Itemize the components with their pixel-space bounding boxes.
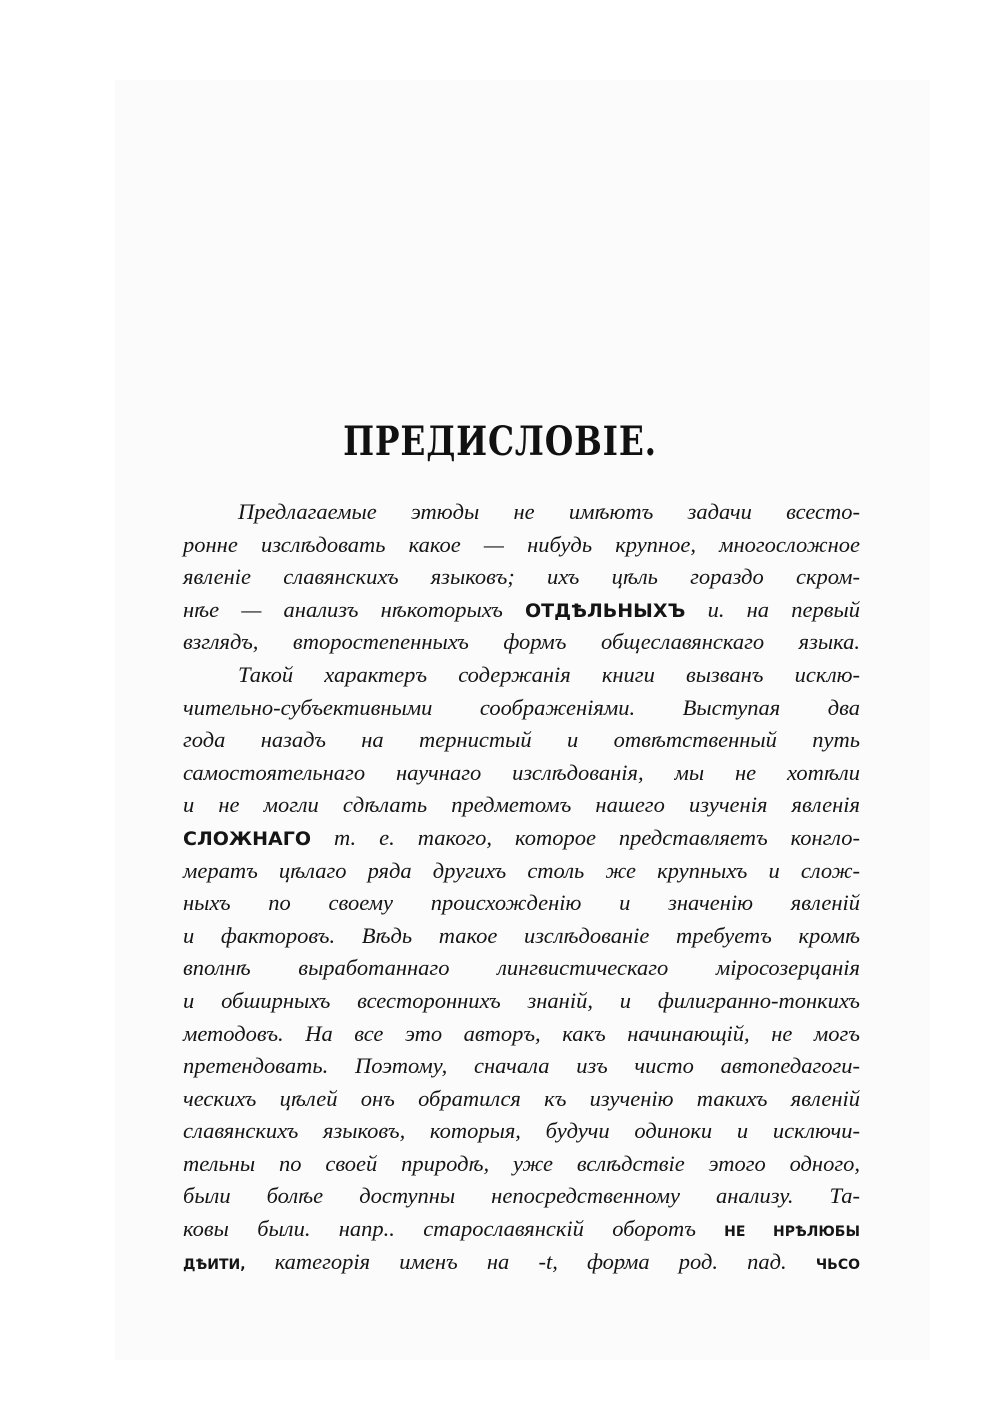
text-segment: претендовать. Поэтому, сначала изъ чисто автопедагоги-: [183, 1053, 860, 1079]
text-line: [183, 1115, 860, 1148]
text-segment: славянскихъ языковъ, которыя, будучи одиноки и исключи-: [183, 1118, 860, 1144]
text-segment: и обширныхъ всестороннихъ знаній, и филигранно-тонкихъ: [183, 987, 860, 1013]
emphasized-term: ДѢИТИ,: [183, 1256, 246, 1273]
text-segment: и. на первый: [685, 596, 860, 622]
text-line: [183, 724, 860, 757]
text-segment: Такой характеръ содержанія книги вызванъ исклю-: [238, 661, 860, 687]
emphasized-term: ОТДѢЛЬНЫХЪ: [525, 599, 686, 622]
text-line: [183, 626, 860, 659]
text-line: [183, 887, 860, 920]
text-line: [183, 1180, 860, 1213]
text-line: [183, 952, 860, 985]
text-segment: Предлагаемые этюды не имѣютъ задачи всесто-: [238, 499, 860, 524]
text-segment: ковы были. напр.. старославянскій оборотъ: [183, 1216, 725, 1242]
text-segment: года назадъ на тернистый и отвѣтственный путь: [183, 727, 860, 753]
text-line: [183, 855, 860, 888]
text-segment: вполнѣ выработаннаго лингвистическаго міросозерцанія: [183, 955, 860, 981]
text-line: [183, 1213, 860, 1246]
text-line: [183, 920, 860, 953]
text-line: [183, 659, 860, 692]
emphasized-term: ЧЬСО: [815, 1256, 860, 1273]
text-segment: чительно-субъективными соображеніями. Выступая два: [183, 694, 860, 720]
text-line: [183, 1246, 860, 1279]
text-line: [183, 1018, 860, 1051]
text-line: [183, 594, 860, 627]
text-line: [183, 789, 860, 822]
text-segment: нѣе — анализъ нѣкоторыхъ: [183, 596, 526, 622]
text-line: [183, 822, 860, 855]
text-segment: тельны по своей природѣ, уже вслѣдствіе этого одного,: [183, 1150, 860, 1176]
text-segment: взглядъ, второстепенныхъ формъ общеславянскаго языка.: [183, 629, 860, 655]
text-line: [183, 1083, 860, 1116]
text-line: [183, 757, 860, 790]
text-segment: методовъ. На все это авторъ, какъ начинающій, не могъ: [183, 1020, 860, 1046]
text-line: [183, 985, 860, 1018]
text-line: [183, 529, 860, 562]
page-title: ПРЕДИСЛОВІЕ.: [343, 418, 657, 465]
text-segment: ныхъ по своему происхожденію и значенію явленій: [183, 890, 860, 916]
text-segment: и факторовъ. Вѣдь такое изслѣдованіе требуетъ кромѣ: [183, 922, 860, 948]
text-line: [183, 1050, 860, 1083]
text-segment: явленіе славянскихъ языковъ; ихъ цѣль гораздо скром-: [183, 564, 860, 590]
text-segment: самостоятельнаго научнаго изслѣдованія, мы не хотѣли: [183, 759, 860, 785]
text-segment: т. е. такого, которое представляетъ конгло-: [311, 824, 860, 850]
text-segment: мератъ цѣлаго ряда другихъ столь же крупныхъ и слож-: [183, 857, 860, 883]
text-line: [183, 1148, 860, 1181]
text-segment: ронне изслѣдовать какое — нибудь крупное, многосложное: [183, 531, 860, 557]
text-line: [183, 496, 860, 529]
text-segment: ческихъ цѣлей онъ обратился къ изученію такихъ явленій: [183, 1085, 860, 1111]
emphasized-term: НЕ НРѢЛЮБЫ: [724, 1224, 860, 1241]
preface-text: [183, 496, 860, 1278]
text-line: [183, 692, 860, 725]
text-segment: категорія именъ на -t, форма род. пад.: [245, 1248, 816, 1274]
text-line: [183, 561, 860, 594]
text-segment: были болѣе доступны непосредственному анализу. Та-: [183, 1183, 860, 1209]
text-segment: и не могли сдѣлать предметомъ нашего изученія явленія: [183, 792, 860, 818]
emphasized-term: СЛОЖНАГО: [183, 827, 311, 850]
